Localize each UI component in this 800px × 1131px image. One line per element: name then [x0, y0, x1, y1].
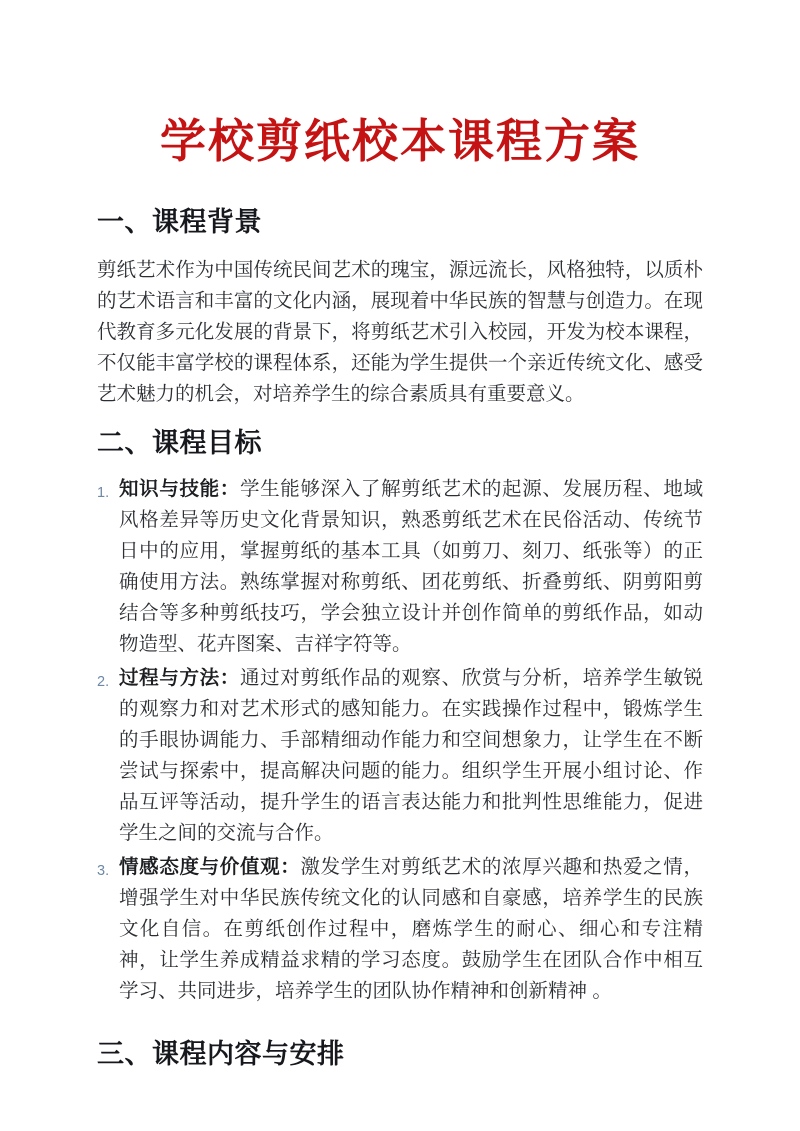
list-item-text	[119, 852, 703, 1007]
list-item-label: 知识与技能：	[119, 477, 240, 500]
list-item-number: 2.	[97, 673, 110, 690]
list-item-content: 通过对剪纸作品的观察、欣赏与分析，培养学生敏锐的观察力和对艺术形式的感知能力。在实践操作过程中，锻炼学生的手眼协调能力、手部精细动作能力和空间想象力，让学生在不断尝试与探索中，提高解决问题的能力。组织学生开展小组讨论、作品互评等活动，提升学生的语言表达能力和批判性思维能力，促进学生之间的交流与合作。	[119, 666, 703, 844]
list-item-text	[119, 663, 703, 849]
list-item-label: 情感态度与价值观：	[119, 855, 301, 878]
list-item-number: 1.	[97, 484, 110, 501]
background-paragraph: 剪纸艺术作为中国传统民间艺术的瑰宝，源远流长，风格独特，以质朴的艺术语言和丰富的文化内涵，展现着中华民族的智慧与创造力。在现代教育多元化发展的背景下，将剪纸艺术引入校园，开发为校本课程，不仅能丰富学校的课程体系，还能为学生提供一个亲近传统文化、感受艺术魅力的机会，对培养学生的综合素质具有重要意义。	[97, 258, 703, 405]
section-heading-background: 一、课程背景	[97, 206, 262, 237]
goal-item-emotion-values	[97, 852, 703, 1007]
course-goals-list	[97, 474, 703, 1007]
section-heading-goals: 二、课程目标	[97, 427, 262, 458]
list-item-content: 学生能够深入了解剪纸艺术的起源、发展历程、地域风格差异等历史文化背景知识，熟悉剪纸艺术在民俗活动、传统节日中的应用，掌握剪纸的基本工具（如剪刀、刻刀、纸张等）的正确使用方法。熟练掌握对称剪纸、团花剪纸、折叠剪纸、阴剪阳剪结合等多种剪纸技巧，学会独立设计并创作简单的剪纸作品，如动物造型、花卉图案、吉祥字符等。	[119, 477, 703, 655]
document-title: 学校剪纸校本课程方案	[160, 115, 640, 167]
list-item-content: 激发学生对剪纸艺术的浓厚兴趣和热爱之情，增强学生对中华民族传统文化的认同感和自豪感，培养学生的民族文化自信。在剪纸创作过程中，磨炼学生的耐心、细心和专注精神，让学生养成精益求精的学习态度。鼓励学生在团队合作中相互学习、共同进步，培养学生的团队协作精神和创新精神 。	[119, 855, 703, 1002]
list-item-label: 过程与方法：	[119, 666, 240, 689]
list-item-number: 3.	[97, 862, 110, 879]
section-heading-content-schedule: 三、课程内容与安排	[97, 1038, 345, 1069]
goal-item-process-methods	[97, 663, 703, 849]
goal-item-knowledge-skills	[97, 474, 703, 660]
list-item-text	[119, 474, 703, 660]
